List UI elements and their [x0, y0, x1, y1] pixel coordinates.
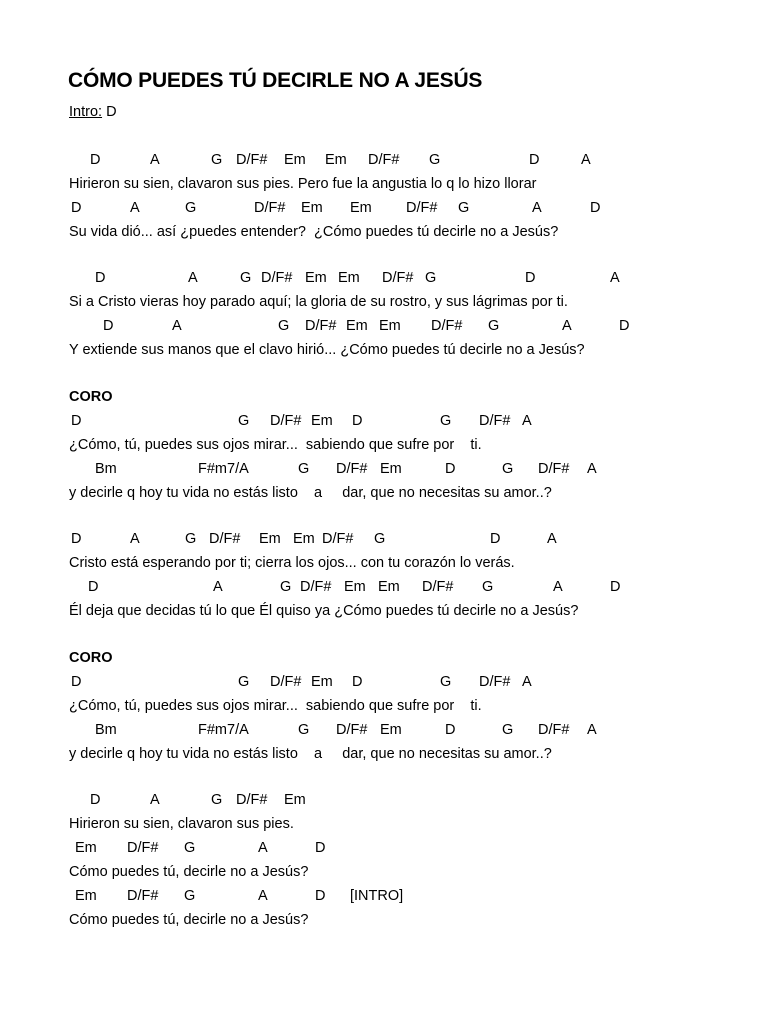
- chord-line: [69, 530, 557, 548]
- chord: D: [315, 888, 326, 904]
- chord: D: [71, 413, 82, 429]
- intro-label: Intro:: [69, 104, 103, 120]
- section-heading: CORO: [69, 650, 113, 666]
- chord: G: [502, 722, 514, 738]
- chord: D: [490, 531, 501, 547]
- chord: D: [71, 531, 82, 547]
- chord: A: [522, 674, 532, 690]
- chord: D/F#: [368, 152, 400, 168]
- chord: A: [213, 579, 223, 595]
- chord: G: [482, 579, 494, 595]
- chord: D/F#: [382, 270, 414, 286]
- chord: D: [352, 674, 363, 690]
- chord: A: [188, 270, 198, 286]
- chord: D/F#: [422, 579, 454, 595]
- lyric-line: Su vida dió... así ¿puedes entender? ¿Cómo puedes tú decirle no a Jesús?: [69, 224, 559, 240]
- chord: D: [71, 674, 82, 690]
- lyric-line: Cómo puedes tú, decirle no a Jesús?: [69, 912, 309, 928]
- chord: A: [150, 152, 160, 168]
- chord: D: [619, 318, 630, 334]
- chord: D/F#: [479, 413, 511, 429]
- chord: A: [587, 461, 597, 477]
- chord: G: [298, 461, 310, 477]
- chord: A: [587, 722, 597, 738]
- chord: Em: [293, 531, 315, 547]
- chord-line: [69, 460, 597, 478]
- chord: G: [425, 270, 437, 286]
- chord-line: [69, 199, 601, 217]
- chord-line: [69, 887, 404, 905]
- intro-line: [69, 104, 117, 120]
- lyric-line: y decirle q hoy tu vida no estás listo a dar, que no necesitas su amor..?: [69, 746, 552, 762]
- chord: D: [88, 579, 99, 595]
- chord-line: [69, 791, 306, 809]
- chord: G: [440, 413, 452, 429]
- chord-line: [69, 721, 597, 739]
- chord-line: [69, 578, 621, 596]
- chord: D/F#: [305, 318, 337, 334]
- chord: Em: [259, 531, 281, 547]
- chord-line: [69, 673, 532, 691]
- chord: Em: [338, 270, 360, 286]
- chord: D/F#: [300, 579, 332, 595]
- chord: Em: [380, 722, 402, 738]
- chord: A: [258, 888, 268, 904]
- chord: D/F#: [479, 674, 511, 690]
- chord: D: [103, 318, 114, 334]
- chord: D/F#: [322, 531, 354, 547]
- lyric-line: Hirieron su sien, clavaron sus pies. Pero fue la angustia lo q lo hizo llorar: [69, 176, 537, 192]
- chord: Em: [305, 270, 327, 286]
- chord: Bm: [95, 722, 117, 738]
- chord: D/F#: [431, 318, 463, 334]
- section-heading: CORO: [69, 389, 113, 405]
- chord: D: [610, 579, 621, 595]
- chord: Em: [284, 792, 306, 808]
- chord: D/F#: [127, 840, 159, 856]
- chord: D/F#: [127, 888, 159, 904]
- chord: G: [238, 413, 250, 429]
- lyric-line: ¿Cómo, tú, puedes sus ojos mirar... sabiendo que sufre por ti.: [69, 698, 482, 714]
- chord: D: [90, 152, 101, 168]
- chord: A: [130, 531, 140, 547]
- chord: G: [185, 531, 197, 547]
- chord-line: [69, 317, 630, 335]
- chord: Em: [284, 152, 306, 168]
- chord: Em: [380, 461, 402, 477]
- chord: A: [610, 270, 620, 286]
- lyric-line: Cómo puedes tú, decirle no a Jesús?: [69, 864, 309, 880]
- chord: Em: [379, 318, 401, 334]
- chord: G: [440, 674, 452, 690]
- lyric-line: Él deja que decidas tú lo que Él quiso ya ¿Cómo puedes tú decirle no a Jesús?: [69, 603, 579, 619]
- chord: D/F#: [261, 270, 293, 286]
- song-title: CÓMO PUEDES TÚ DECIRLE NO A JESÚS: [68, 69, 483, 92]
- chord: Em: [350, 200, 372, 216]
- chord: Bm: [95, 461, 117, 477]
- lyric-line: Hirieron su sien, clavaron sus pies.: [69, 816, 294, 832]
- chord: A: [522, 413, 532, 429]
- chord-line: [69, 269, 620, 287]
- chord: G: [374, 531, 386, 547]
- chord: G: [278, 318, 290, 334]
- chord: G: [298, 722, 310, 738]
- chord: Em: [344, 579, 366, 595]
- chord: D: [71, 200, 82, 216]
- chord: D: [352, 413, 363, 429]
- chord: Em: [311, 674, 333, 690]
- chord: A: [532, 200, 542, 216]
- chord: A: [172, 318, 182, 334]
- lyric-line: ¿Cómo, tú, puedes sus ojos mirar... sabiendo que sufre por ti.: [69, 437, 482, 453]
- chord: D/F#: [254, 200, 286, 216]
- chord: D: [90, 792, 101, 808]
- lyric-line: Cristo está esperando por ti; cierra los ojos... con tu corazón lo verás.: [69, 555, 515, 571]
- chord: A: [150, 792, 160, 808]
- chord: D/F#: [236, 152, 268, 168]
- chord: D/F#: [406, 200, 438, 216]
- chord: A: [562, 318, 572, 334]
- chord: D: [590, 200, 601, 216]
- chord: A: [258, 840, 268, 856]
- lyric-line: y decirle q hoy tu vida no estás listo a dar, que no necesitas su amor..?: [69, 485, 552, 501]
- chord: D: [445, 461, 456, 477]
- chord: G: [184, 840, 196, 856]
- chord: G: [280, 579, 292, 595]
- chord-line: [69, 151, 591, 169]
- chord: G: [238, 674, 250, 690]
- chord: D/F#: [209, 531, 241, 547]
- chord: D: [315, 840, 326, 856]
- lyric-line: Si a Cristo vieras hoy parado aquí; la gloria de su rostro, y sus lágrimas por ti.: [69, 294, 568, 310]
- chord: D: [445, 722, 456, 738]
- chord: D/F#: [270, 674, 302, 690]
- chord: [INTRO]: [350, 888, 404, 904]
- lyric-line: Y extiende sus manos que el clavo hirió... ¿Cómo puedes tú decirle no a Jesús?: [69, 342, 585, 358]
- chord: G: [240, 270, 252, 286]
- chord: D/F#: [336, 722, 368, 738]
- chord: Em: [378, 579, 400, 595]
- chord: A: [547, 531, 557, 547]
- chord: G: [502, 461, 514, 477]
- chord: Em: [301, 200, 323, 216]
- chord: D/F#: [538, 722, 570, 738]
- chord: D: [529, 152, 540, 168]
- chord: Em: [311, 413, 333, 429]
- chord: Em: [75, 888, 97, 904]
- chord: G: [185, 200, 197, 216]
- chord-line: [69, 839, 326, 857]
- chord: D/F#: [336, 461, 368, 477]
- chord: D/F#: [270, 413, 302, 429]
- chord: A: [581, 152, 591, 168]
- chord: A: [553, 579, 563, 595]
- chord: G: [211, 792, 223, 808]
- chord: G: [184, 888, 196, 904]
- chord: D: [95, 270, 106, 286]
- chord: Em: [325, 152, 347, 168]
- intro-chord: D: [106, 104, 117, 120]
- chord: Em: [346, 318, 368, 334]
- chord-line: [69, 412, 532, 430]
- chord: G: [488, 318, 500, 334]
- chord: F#m7/A: [198, 461, 249, 477]
- chord: D: [525, 270, 536, 286]
- chord: G: [429, 152, 441, 168]
- chord: G: [458, 200, 470, 216]
- chord: F#m7/A: [198, 722, 249, 738]
- chord: D/F#: [236, 792, 268, 808]
- chord: A: [130, 200, 140, 216]
- chord: Em: [75, 840, 97, 856]
- chord: D/F#: [538, 461, 570, 477]
- chord: G: [211, 152, 223, 168]
